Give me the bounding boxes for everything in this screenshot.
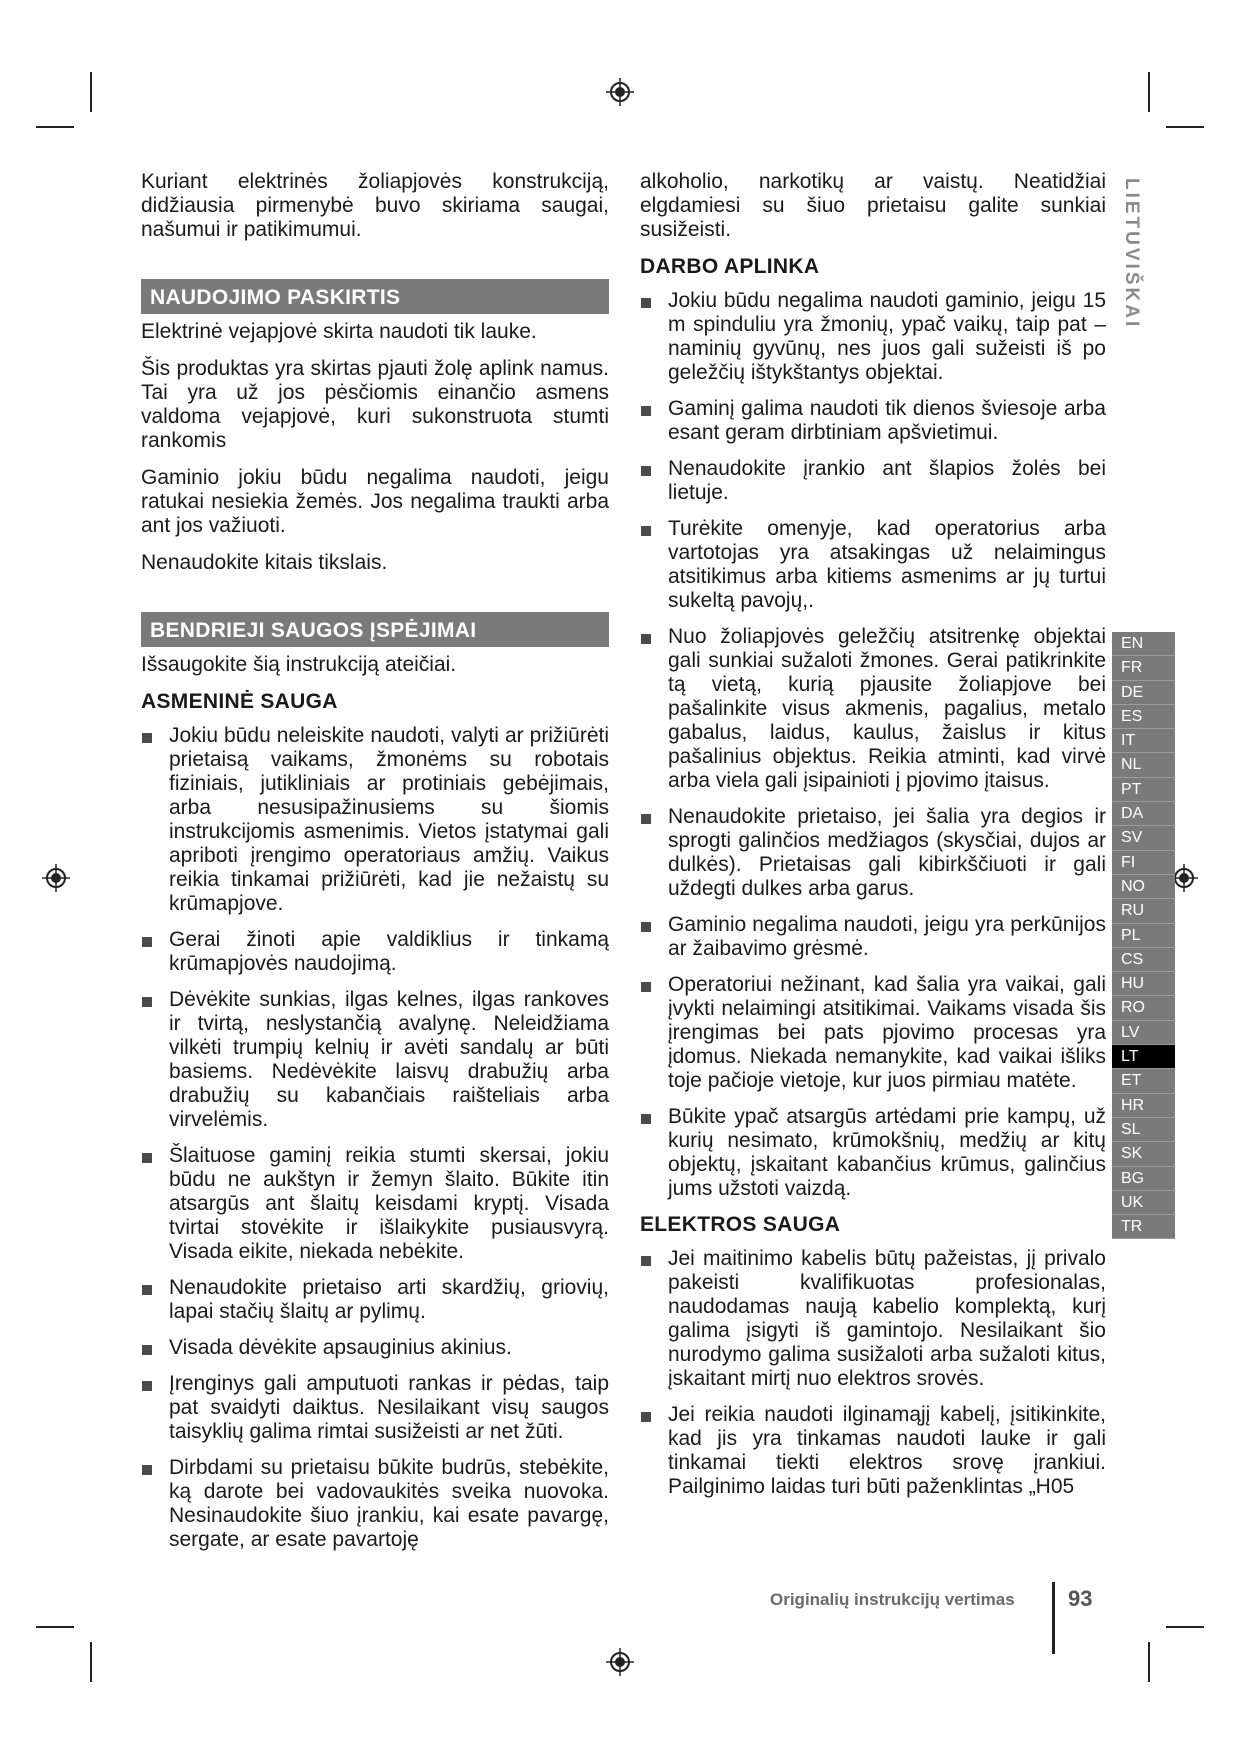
crop-mark bbox=[36, 126, 74, 128]
paragraph: Šis produktas yra skirtas pjauti žolę aplink namus. Tai yra už jos pėsčiomis einančio asmens valdoma vejapjovė, kuri sukonstruota stumti rankomis bbox=[141, 357, 609, 452]
list-item: Jokiu būdu neleiskite naudoti, valyti ar prižiūrėti prietaisą vaikams, žmonėms su robotais fiziniais, jutikliniais ar protiniais gebėjimais, arba nesusipažinusiems su šiomis instrukcijomis asmenimis. Vietos įstatymai gali apriboti įrengimo operatoriaus amžių. Vaikus reikia tinkamai prižiūrėti, kad jie nežaistų su krūmapjove. bbox=[141, 724, 609, 916]
list-item: Nenaudokite prietaiso, jei šalia yra degios ir sprogti galinčios medžiagos (skysčiai, dujos ar dulkės). Prietaisas gali kibirkščiuoti ir gali uždegti dulkes arba garus. bbox=[640, 805, 1106, 901]
lang-tab[interactable]: CS bbox=[1112, 948, 1175, 972]
lang-tab[interactable]: LV bbox=[1112, 1021, 1175, 1045]
bullet-list bbox=[141, 724, 609, 1552]
list-item: Nuo žoliapjovės geležčių atsitrenkę objektai gali sunkiai sužaloti žmones. Gerai patikrinkite tą vietą, kurią pjausite žoliapjove bei pašalinkite visus akmenis, pagalius, metalo gabalus, laidus, kaulus, žaislus ir kitus pašalinius objektus. Reikia atminti, kad virvė arba viela gali įsipainioti į pjovimo įtaisus. bbox=[640, 625, 1106, 793]
language-side-tab: LIETUVIŠKAI bbox=[1121, 178, 1142, 330]
paragraph: Elektrinė vejapjovė skirta naudoti tik lauke. bbox=[141, 320, 537, 343]
crop-mark bbox=[1148, 72, 1150, 112]
subheading-work-area: DARBO APLINKA bbox=[640, 255, 820, 278]
lang-tab[interactable]: PL bbox=[1112, 924, 1175, 948]
list-item: Dirbdami su prietaisu būkite budrūs, stebėkite, ką darote bei vadovaukitės sveika nuovoka. Nesinaudokite šiuo įrankiu, kai esate pavargę, sergate, ar esate pavartoję bbox=[141, 1456, 609, 1552]
lang-tab[interactable]: ES bbox=[1112, 705, 1175, 729]
bullet-list bbox=[640, 1247, 1106, 1499]
section-heading-safety: BENDRIEJI SAUGOS ĮSPĖJIMAI bbox=[141, 612, 609, 647]
crop-mark bbox=[1148, 1642, 1150, 1682]
lang-tab[interactable]: FI bbox=[1112, 851, 1175, 875]
list-item: Gaminio negalima naudoti, jeigu yra perkūnijos ar žaibavimo grėsmė. bbox=[640, 913, 1106, 961]
page-number: 93 bbox=[1068, 1586, 1093, 1611]
lang-tab[interactable]: HR bbox=[1112, 1094, 1175, 1118]
lang-tab[interactable]: NL bbox=[1112, 753, 1175, 777]
list-item: Operatoriui nežinant, kad šalia yra vaikai, gali įvykti nelaimingi atsitikimai. Vaikams visada šis įrengimas bei pats pjovimo procesas yra įdomus. Niekada nemanykite, kad vaikai išliks toje pačioje vietoje, kur juos pirmiau matėte. bbox=[640, 973, 1106, 1093]
crop-mark bbox=[1166, 126, 1204, 128]
lang-tab[interactable]: FR bbox=[1112, 656, 1175, 680]
lang-tab[interactable]: EN bbox=[1112, 632, 1175, 656]
lang-tab[interactable]: DE bbox=[1112, 681, 1175, 705]
list-item: Nenaudokite įrankio ant šlapios žolės bei lietuje. bbox=[640, 457, 1106, 505]
list-item: Jokiu būdu negalima naudoti gaminio, jeigu 15 m spinduliu yra žmonių, ypač vaikų, taip pat – naminių gyvūnų, nes juos gali sužeisti iš po geležčių ištykštantys objektai. bbox=[640, 289, 1106, 385]
paragraph: Nenaudokite kitais tikslais. bbox=[141, 551, 388, 574]
continued-paragraph: alkoholio, narkotikų ar vaistų. Neatidžiai elgdamiesi su šiuo prietaisu galite sunkiai susižeisti. bbox=[640, 170, 1106, 241]
lang-tab[interactable]: BG bbox=[1112, 1167, 1175, 1191]
bullet-list bbox=[640, 289, 1106, 1201]
lang-tab[interactable]: SL bbox=[1112, 1118, 1175, 1142]
list-item: Gerai žinoti apie valdiklius ir tinkamą krūmapjovės naudojimą. bbox=[141, 928, 609, 976]
registration-mark-icon bbox=[606, 78, 634, 106]
lang-tab[interactable]: PT bbox=[1112, 778, 1175, 802]
right-column bbox=[640, 170, 1106, 1511]
section-heading-purpose: NAUDOJIMO PASKIRTIS bbox=[141, 279, 609, 314]
paragraph: Gaminio jokiu būdu negalima naudoti, jeigu ratukai nesiekia žemės. Jos negalima traukti arba ant jos važiuoti. bbox=[141, 466, 609, 537]
left-column bbox=[141, 170, 609, 1564]
crop-mark bbox=[1166, 1626, 1204, 1628]
list-item: Jei maitinimo kabelis būtų pažeistas, jį privalo pakeisti kvalifikuotas profesionalas, naudodamas naują kabelio komplektą, kurį galima įsigyti iš gamintojo. Nesilaikant šio nurodymo galima susižaloti arba sužaloti kitus, įskaitant mirtį nuo elektros srovės. bbox=[640, 1247, 1106, 1391]
lang-tab[interactable]: TR bbox=[1112, 1215, 1175, 1239]
list-item: Visada dėvėkite apsauginius akinius. bbox=[141, 1336, 609, 1360]
lang-tab[interactable]: DA bbox=[1112, 802, 1175, 826]
crop-mark bbox=[90, 1642, 92, 1682]
footer-divider bbox=[1052, 1582, 1055, 1654]
list-item: Šlaituose gaminį reikia stumti skersai, jokiu būdu ne aukštyn ir žemyn šlaito. Būkite itin atsargūs ant šlaitų keisdami kryptį. Visada tvirtai stovėkite ir išlaikykite pusiausvyrą. Visada eikite, niekada nebėkite. bbox=[141, 1144, 609, 1264]
lang-tab[interactable]: NO bbox=[1112, 875, 1175, 899]
lang-tab[interactable]: SV bbox=[1112, 826, 1175, 850]
list-item: Nenaudokite prietaiso arti skardžių, griovių, lapai stačių šlaitų ar pylimų. bbox=[141, 1276, 609, 1324]
lang-tab[interactable]: ET bbox=[1112, 1069, 1175, 1093]
lang-tab[interactable]: RO bbox=[1112, 996, 1175, 1020]
list-item: Dėvėkite sunkias, ilgas kelnes, ilgas rankoves ir tvirtą, neslystančią avalynę. Neleidžiama vilkėti trumpių kelnių ir avėti sandalų ar būti basiems. Nedėvėkite laisvų drabužių arba drabužių su kabančiais raišteliais arba virvelėmis. bbox=[141, 988, 609, 1132]
lang-tab[interactable]: RU bbox=[1112, 899, 1175, 923]
list-item: Gaminį galima naudoti tik dienos šviesoje arba esant geram dirbtiniam apšvietimui. bbox=[640, 397, 1106, 445]
list-item: Jei reikia naudoti ilginamąjį kabelį, įsitikinkite, kad jis yra tinkamas naudoti lauke ir gali tinkamai tiekti elektros srovę įrankiui. Pailginimo laidas turi būti paženklintas „H05 bbox=[640, 1403, 1106, 1499]
footer-translation-note: Originalių instrukcijų vertimas bbox=[770, 1590, 1015, 1609]
crop-mark bbox=[36, 1626, 74, 1628]
intro-paragraph: Kuriant elektrinės žoliapjovės konstrukciją, didžiausia pirmenybė buvo skiriama saugai, našumui ir patikimumui. bbox=[141, 170, 609, 241]
registration-mark-icon bbox=[606, 1648, 634, 1676]
subheading-electrical-safety: ELEKTROS SAUGA bbox=[640, 1213, 841, 1236]
paragraph: Išsaugokite šią instrukciją ateičiai. bbox=[141, 653, 457, 676]
language-index bbox=[1112, 632, 1175, 1239]
crop-mark bbox=[90, 72, 92, 112]
lang-tab[interactable]: SK bbox=[1112, 1142, 1175, 1166]
lang-tab[interactable]: IT bbox=[1112, 729, 1175, 753]
lang-tab[interactable]: HU bbox=[1112, 972, 1175, 996]
subheading-personal-safety: ASMENINĖ SAUGA bbox=[141, 690, 338, 713]
lang-tab[interactable]: UK bbox=[1112, 1191, 1175, 1215]
list-item: Būkite ypač atsargūs artėdami prie kampų, už kurių nesimato, krūmokšnių, medžių ar kitų objektų, įskaitant kabančius krūmus, galinčius jums užstoti vaizdą. bbox=[640, 1105, 1106, 1201]
list-item: Įrenginys gali amputuoti rankas ir pėdas, taip pat svaidyti daiktus. Nesilaikant visų saugos taisyklių galima rimtai susižeisti ar net žūti. bbox=[141, 1372, 609, 1444]
registration-mark-icon bbox=[42, 864, 70, 892]
list-item: Turėkite omenyje, kad operatorius arba vartotojas yra atsakingas už nelaimingus atsitikimus arba kitiems asmenims ar jų turtui sukeltą pavojų,. bbox=[640, 517, 1106, 613]
lang-tab-active[interactable]: LT bbox=[1112, 1045, 1175, 1069]
